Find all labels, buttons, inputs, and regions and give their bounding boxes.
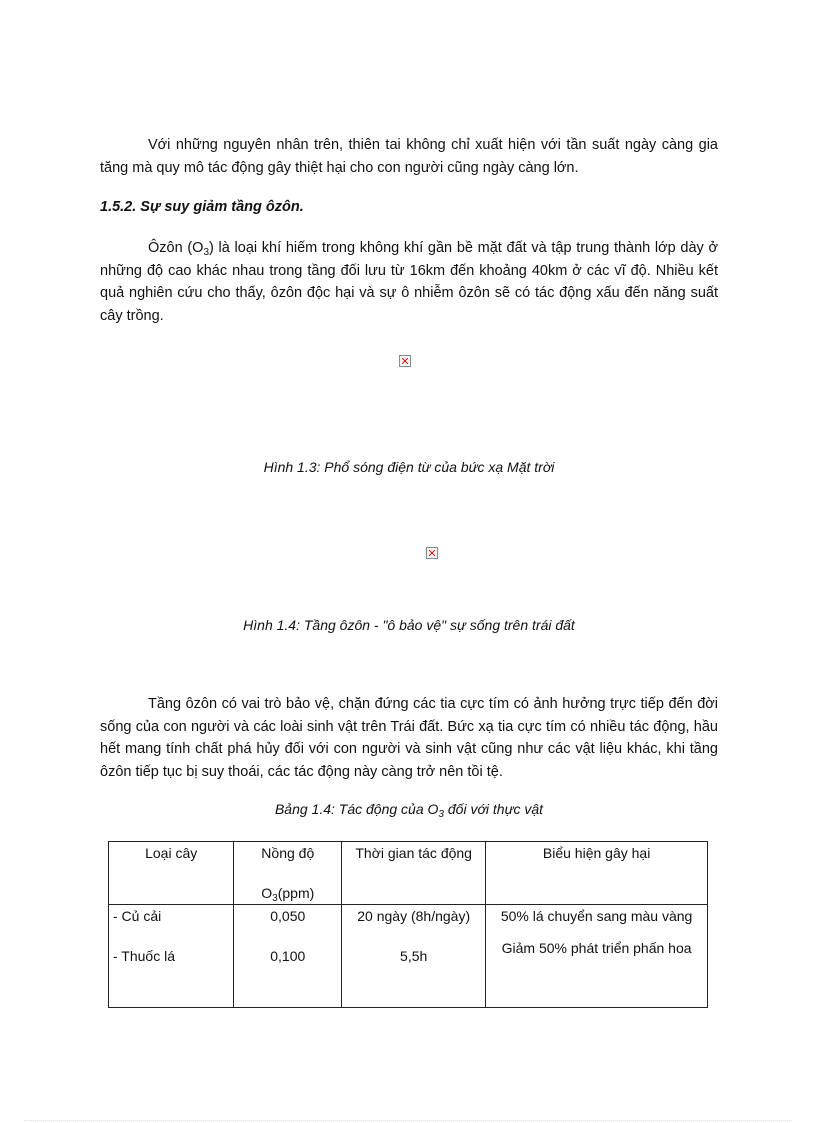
cell-concentrations: 0,050 0,100: [234, 905, 342, 1008]
intro-paragraph: Với những nguyên nhân trên, thiên tai không chỉ xuất hiện với tần suất ngày càng gia tăng mà quy mô tác động gây thiệt hại cho con người cũng ngày càng lớn.: [100, 137, 718, 176]
page-bottom-divider: [24, 1120, 792, 1121]
broken-image-icon: [399, 355, 411, 367]
cell-damages: 50% lá chuyển sang màu vàng Giảm 50% phát triển phấn hoa: [486, 905, 708, 1008]
cell-durations: 20 ngày (8h/ngày) 5,5h: [342, 905, 486, 1008]
uv-paragraph: Tầng ôzôn có vai trò bảo vệ, chặn đứng các tia cực tím có ảnh hưởng trực tiếp đến đời sống của con người và các loài sinh vật trên Trái đất. Bức xạ tia cực tím có nhiều tác động, hầu hết mang tính chất phá hủy đối với con người và sinh vật cũng như các vật liệu khác, khi tầng ôzôn tiếp tục bị suy thoái, các tác động này càng trở nên tồi tệ.: [100, 696, 718, 780]
table-row: [109, 905, 708, 1008]
table-header-row: [109, 842, 708, 905]
header-duration: Thời gian tác động: [342, 842, 486, 905]
ozone-effects-table: [108, 841, 708, 1008]
header-concentration: Nồng độ $O_3(ppm)$: [234, 842, 342, 905]
cell-plants: - Củ cải - Thuốc lá: [109, 905, 234, 1008]
figure-1-3-caption: Hình 1.3: Phổ sóng điện từ của bức xạ Mặt trời: [263, 459, 555, 475]
header-damage: Biểu hiện gây hại: [486, 842, 708, 905]
section-heading: 1.5.2. Sự suy giảm tầng ôzôn.: [100, 199, 304, 215]
figure-1-4-caption: Hình 1.4: Tầng ôzôn - "ô bảo vệ" sự sống trên trái đất: [243, 617, 575, 633]
ozone-paragraph: Ôzôn $(O_3)$ là loại khí hiếm trong không khí gần bề mặt đất và tập trung thành lớp dày ở những độ cao khác nhau trong tầng đối lưu từ 16km đến khoảng 40km ở các vĩ độ. Nhiều kết quả nghiên cứu cho thấy, ôzôn độc hại và sự ô nhiễm ôzôn sẽ có tác động xấu đến năng suất cây trồng.: [100, 240, 718, 324]
header-plant: Loại cây: [109, 842, 234, 905]
broken-image-icon: [426, 547, 438, 559]
table-caption: Bảng 1.4: Tác động của $O_3$ đối với thực vật: [274, 801, 544, 820]
